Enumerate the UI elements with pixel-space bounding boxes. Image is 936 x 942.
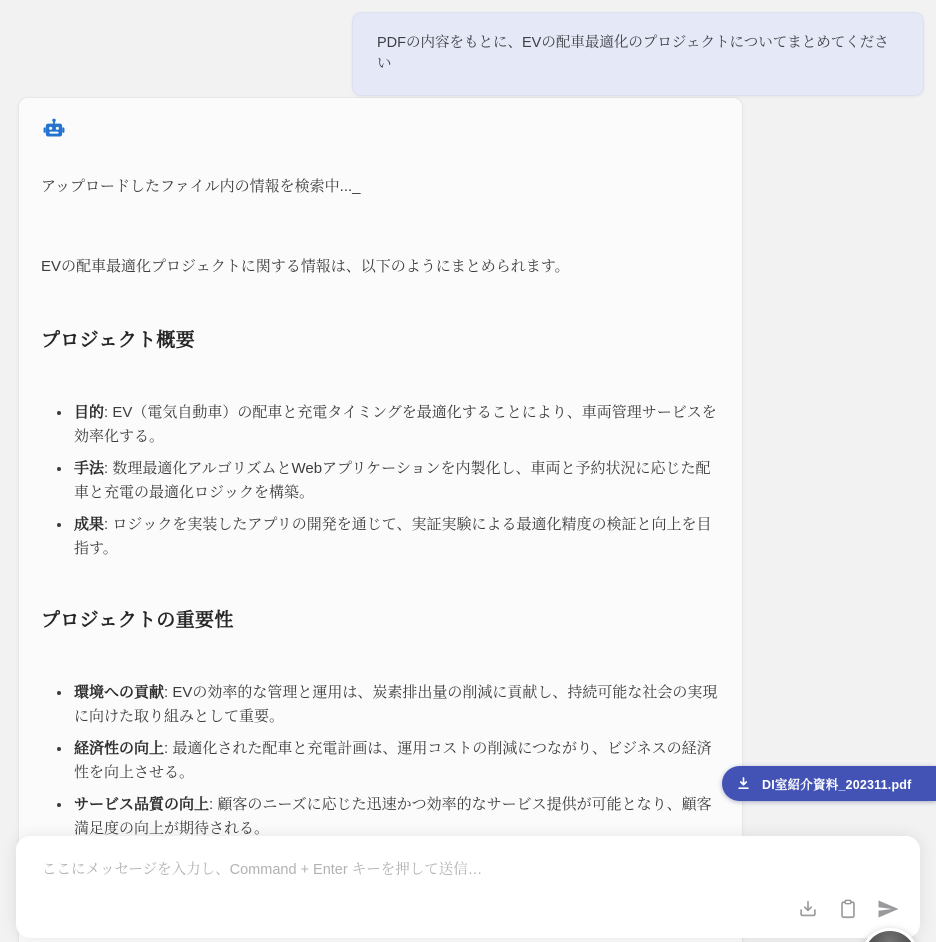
item-label: 目的 bbox=[74, 404, 105, 421]
search-status-text: アップロードしたファイル内の情報を検索中..._ bbox=[41, 178, 361, 195]
item-separator: : bbox=[104, 460, 113, 477]
item-separator: : bbox=[209, 796, 218, 813]
user-message-text: PDFの内容をもとに、EVの配車最適化のプロジェクトについてまとめてください bbox=[377, 35, 889, 72]
send-icon bbox=[876, 897, 900, 921]
list-item bbox=[72, 681, 720, 728]
item-label: 成果 bbox=[74, 516, 105, 533]
download-icon bbox=[797, 898, 819, 920]
section-heading-overview: プロジェクト概要 bbox=[41, 330, 196, 351]
pdf-file-chip[interactable] bbox=[722, 766, 936, 801]
item-label: 経済性の向上 bbox=[74, 740, 165, 757]
item-text: EV（電気自動車）の配車と充電タイミングを最適化することにより、車両管理サービスを効率化する。 bbox=[74, 404, 717, 445]
importance-list bbox=[41, 681, 720, 840]
user-message-bubble bbox=[352, 12, 924, 96]
download-icon bbox=[736, 776, 751, 791]
item-label: 手法 bbox=[74, 460, 105, 477]
item-text: EVの効率的な管理と運用は、炭素排出量の削減に貢献し、持続可能な社会の実現に向けた取り組みとして重要。 bbox=[74, 684, 718, 725]
item-text: 数理最適化アルゴリズムとWebアプリケーションを内製化し、車両と予約状況に応じた配車と充電の最適化ロジックを構築。 bbox=[74, 460, 711, 501]
list-item bbox=[72, 513, 720, 560]
assistant-answer-card bbox=[18, 97, 743, 942]
item-text: 最適化された配車と充電計画は、運用コストの削減につながり、ビジネスの経済性を向上させる。 bbox=[74, 740, 712, 781]
item-separator: : bbox=[164, 684, 173, 701]
send-button[interactable] bbox=[876, 897, 900, 921]
item-label: サービス品質の向上 bbox=[74, 796, 210, 813]
list-item bbox=[72, 401, 720, 448]
item-label: 環境への貢献 bbox=[74, 684, 165, 701]
message-composer bbox=[16, 836, 920, 938]
robot-icon bbox=[43, 118, 65, 140]
item-separator: : bbox=[104, 404, 113, 421]
item-text: 顧客のニーズに応じた迅速かつ効率的なサービス提供が可能となり、顧客満足度の向上が期待される。 bbox=[74, 796, 712, 837]
list-item bbox=[72, 793, 720, 840]
item-text: ロジックを実装したアプリの開発を通じて、実証実験による最適化精度の検証と向上を目指す。 bbox=[74, 516, 712, 557]
answer-intro-text: EVの配車最適化プロジェクトに関する情報は、以下のようにまとめられます。 bbox=[41, 258, 570, 275]
overview-list bbox=[41, 401, 720, 560]
clipboard-button[interactable] bbox=[836, 897, 860, 921]
item-separator: : bbox=[104, 516, 113, 533]
download-button[interactable] bbox=[796, 897, 820, 921]
message-input[interactable] bbox=[16, 836, 920, 938]
item-separator: : bbox=[164, 740, 173, 757]
list-item bbox=[72, 457, 720, 504]
list-item bbox=[72, 737, 720, 784]
clipboard-icon bbox=[837, 898, 859, 920]
pdf-file-name: DI室紹介資料_202311.pdf bbox=[762, 777, 912, 792]
section-heading-importance: プロジェクトの重要性 bbox=[41, 610, 234, 631]
composer-icon-row bbox=[796, 897, 900, 921]
